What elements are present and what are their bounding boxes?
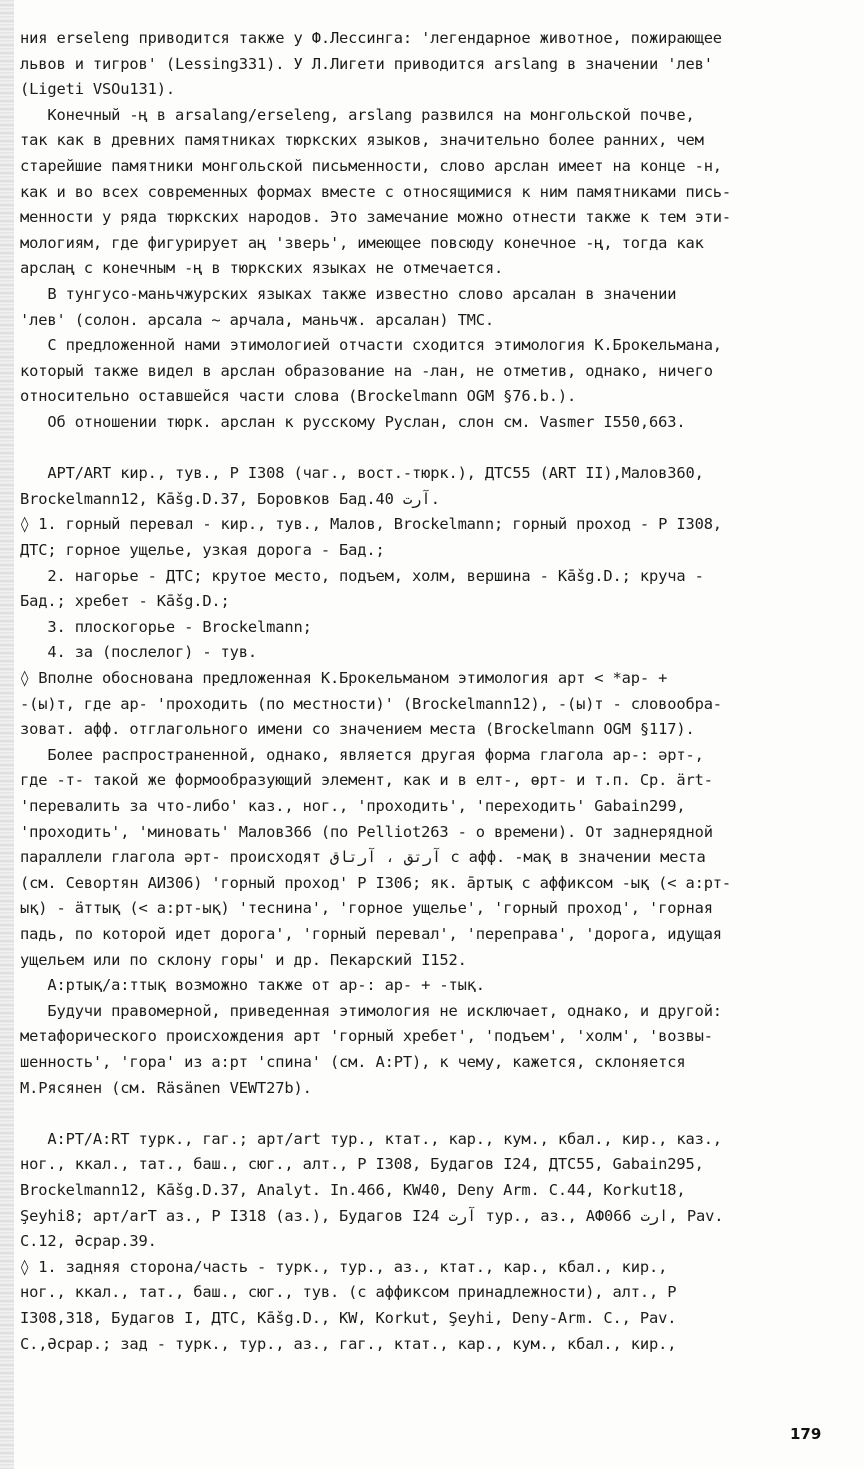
text-line: шенность', 'гора' из а:рт 'спина' (см. А:РТ), к чему, кажется, склоняется [20, 1053, 686, 1071]
text-line: который также видел в арслан образование на -лан, не отметив, однако, ничего [20, 361, 713, 380]
text-line: (Ligeti VSOu131). [20, 80, 175, 99]
text-line: 3. плоскогорье - Brockelmann; [20, 617, 312, 636]
text-line: ◊ 1. задняя сторона/часть - турк., тур., аз., ктат., кар., кбал., кир., [20, 1257, 668, 1276]
text-line: метафорического происхождения арт 'горный хребет', 'подъем', 'холм', 'возвы- [20, 1027, 713, 1046]
text-line: С предложенной нами этимологией отчасти сходится этимология К.Брокельмана, [20, 336, 722, 355]
text-line: А:РТ/А:RT турк., гаг.; арт/art тур., ктат., кар., кум., кбал., кир., каз., [20, 1129, 722, 1148]
text-line: Бад.; хребет - Kāšg.D.; [20, 592, 230, 611]
text-line: Şeyhi8; арт/arT аз., Р I318 (аз.), Будагов I24 آرت тур., аз., АФ066 ارت, Pav. [20, 1206, 724, 1225]
text-line: ног., ккал., тат., баш., сюг., алт., Р I308, Будагов I24, ДТС55, Gabain295, [20, 1155, 704, 1174]
scan-binding-edge [0, 0, 14, 1469]
text-line: I308,318, Будагов I, ДТС, Kāšg.D., KW, Korkut, Şeyhi, Deny-Arm. C., Pav. [20, 1309, 677, 1327]
text-line: относительно оставшейся части слова (Brockelmann OGM §76.b.). [20, 387, 577, 406]
text-line: 4. за (послелог) - тув. [20, 643, 258, 662]
text-line: львов и тигров' (Lessing331). У Л.Лигети приводится arslang в значении 'лев' [20, 54, 713, 73]
text-line: ық) - ӓттық (< а:рт-ық) 'теснина', 'горное ущелье', 'горный проход', 'горная [20, 899, 713, 918]
text-line: Brockelmann12, Kāšg.D.37, Боровков Бад.40 آرت. [20, 489, 440, 508]
text-line: где -т- такой же формообразующий элемент, как и в елт-, өрт- и т.п. Ср. ärt- [20, 771, 713, 790]
text-line: мологиям, где фигурирует аң 'зверь', имеющее повсюду конечное -ң, тогда как [20, 233, 704, 252]
text-line: АРТ/ART кир., тув., Р I308 (чаг., вост.-тюрк.), ДТС55 (ART II),Малов360, [20, 464, 704, 483]
text-line: параллели глагола әрт- происходят آرتق ، آرتاق с афф. -мақ в значении места [20, 848, 706, 867]
text-line: В тунгусо-маньчжурских языках также известно слово арсалан в значении [20, 285, 677, 303]
text-line: ног., ккал., тат., баш., сюг., тув. (с аффиксом принадлежности), алт., Р [20, 1283, 677, 1302]
text-line: Будучи правомерной, приведенная этимология не исключает, однако, и другой: [20, 1001, 722, 1020]
text-line: ущельем или по склону горы' и др. Пекарский I152. [20, 950, 467, 969]
text-line: арслаң с конечным -ң в тюркских языках не отмечается. [20, 259, 504, 278]
text-line: старейшие памятники монгольской письменности, слово арслан имеет на конце -н, [20, 157, 722, 175]
text-line: Brockelmann12, Kāšg.D.37, Analyt. In.466, KW40, Deny Arm. C.44, Korkut18, [20, 1181, 686, 1199]
text-line: падь, по которой идет дорога', 'горный перевал', 'переправа', 'дорога, идущая [20, 925, 722, 943]
text-line: -(ы)т, где ар- 'проходить (по местности)' (Brockelmann12), -(ы)т - словообра- [20, 694, 722, 713]
text-line: ◊ 1. горный перевал - кир., тув., Малов, Brockelmann; горный проход - Р I308, [20, 515, 722, 534]
text-line: 'перевалить за что-либо' каз., ног., 'проходить', 'переходить' Gabain299, [20, 797, 686, 815]
text-line: 2. нагорье - ДТС; крутое место, подъем, холм, вершина - Kāšg.D.; круча - [20, 566, 704, 585]
text-line: как и во всех современных формах вместе с относящимися к ним памятниками пись- [20, 182, 732, 201]
text-line: (см. Севортян АИ306) 'горный проход' Р I306; як. āртық с аффиксом -ық (< а:рт- [20, 873, 732, 892]
text-line: Об отношении тюрк. арслан к русскому Руслан, слон см. Vasmer I550,663. [20, 413, 686, 431]
text-line: C.,Әсрар.; зад - турк., тур., аз., гаг., ктат., кар., кум., кбал., кир., [20, 1334, 677, 1353]
text-line: зоват. афф. отглагольного имени со значением места (Brockelmann OGM §117). [20, 720, 695, 739]
text-line: 'проходить', 'миновать' Малов366 (по Pelliot263 - о времени). От заднерядной [20, 822, 713, 841]
text-line: так как в древних памятниках тюркских языков, значительно более ранних, чем [20, 131, 704, 150]
text-line: 'лев' (солон. арсала ~ арчала, маньчж. арсалан) ТМС. [20, 310, 495, 329]
text-line: ДТС; горное ущелье, узкая дорога - Бад.; [20, 541, 385, 559]
text-line: Конечный -ң в arsalang/erseleng, arslang развился на монгольской почве, [20, 105, 695, 124]
text-line: А:ртық/а:ттық возможно также от ар-: ар- + -тық. [20, 976, 485, 995]
text-line: ния erseleng приводится также у Ф.Лессинга: 'легендарное животное, пожирающее [20, 29, 722, 47]
text-line: ◊ Вполне обоснована предложенная К.Брокельманом этимология арт < *ар- + [20, 669, 668, 687]
text-line: М.Рясянен (см. Räsänen VEWT27b). [20, 1078, 312, 1097]
page-number: 179 [790, 1425, 822, 1443]
text-line: C.12, Әсрар.39. [20, 1232, 157, 1251]
text-line: менности у ряда тюркских народов. Это замечание можно отнести также к тем эти- [20, 208, 732, 227]
text-line: Более распространенной, однако, является другая форма глагола ар-: әрт-, [20, 745, 704, 764]
